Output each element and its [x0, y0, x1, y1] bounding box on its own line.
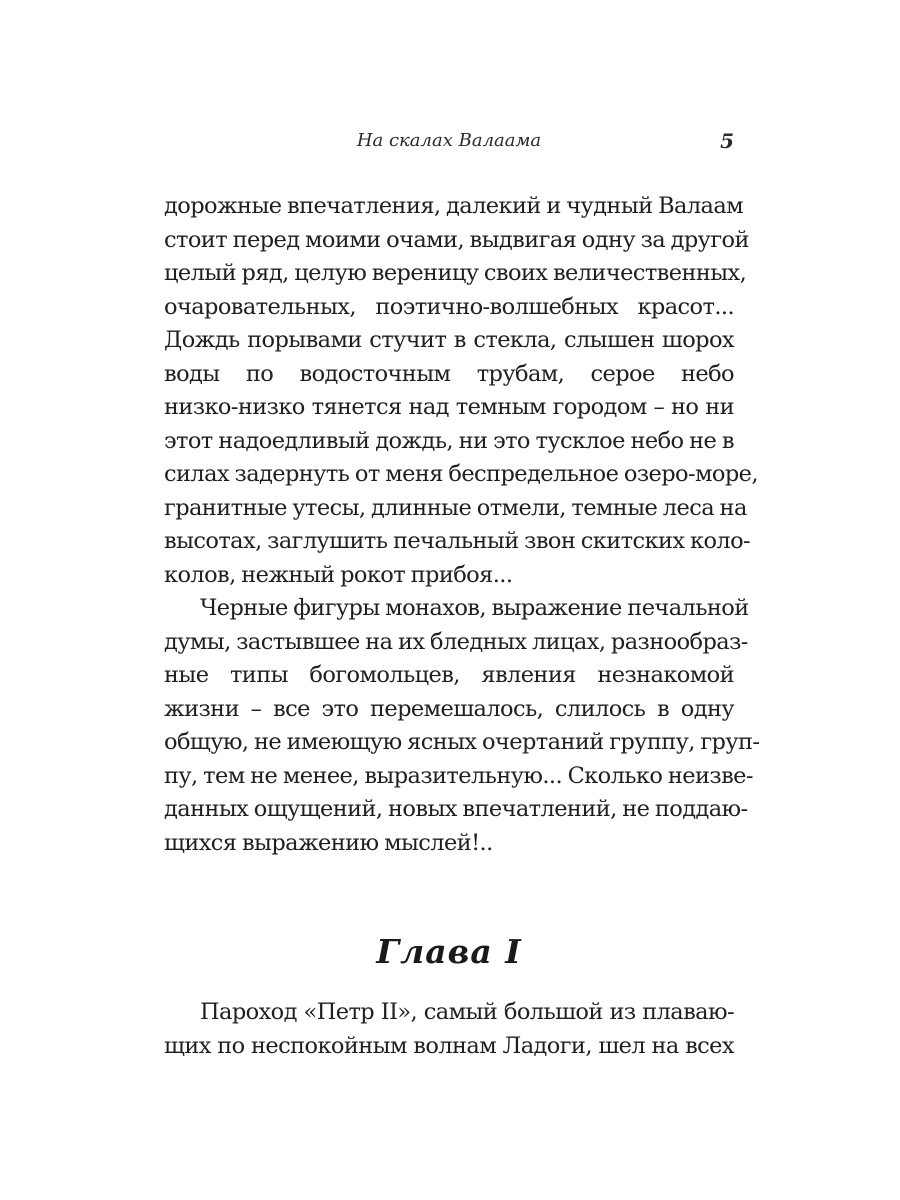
running-title: На скалах Валаама	[356, 130, 542, 151]
text-line: данных ощущений, новых впечатлений, не поддаю-	[164, 796, 748, 822]
text-line: дорожные впечатления, далекий и чудный Валаам	[164, 193, 744, 219]
text-line: воды по водосточным трубам, серое небо	[164, 360, 734, 387]
text-line: думы, застывшее на их бледных лицах, разнообраз-	[164, 628, 748, 655]
text-line: Черные фигуры монахов, выражение печальной	[200, 595, 749, 621]
body-text	[164, 190, 760, 860]
chapter-heading: Глава I	[376, 932, 522, 971]
text-line: колов, нежный рокот прибоя...	[164, 561, 513, 588]
text-line: жизни – все это перемешалось, слилось в одну	[164, 695, 734, 722]
text-line: ные типы богомольцев, явления незнакомой	[164, 662, 734, 688]
text-line: очаровательных, поэтично-волшебных красот...	[164, 293, 734, 320]
text-line: щих по неспокойным волнам Ладоги, шел на всех	[164, 1032, 734, 1059]
running-header	[164, 126, 734, 156]
page-number: 5	[720, 129, 734, 153]
text-line: этот надоедливый дождь, ни это тусклое небо не в	[164, 427, 734, 454]
text-line: стоит перед моими очами, выдвигая одну за другой	[164, 226, 749, 253]
text-line: Пароход «Петр II», самый большой из плаваю-	[200, 999, 734, 1025]
text-line: высотах, заглушить печальный звон скитских коло-	[164, 528, 751, 554]
text-line: целый ряд, целую вереницу своих величественных,	[164, 260, 747, 286]
text-line: силах задернуть от меня беспредельное озеро-море,	[164, 461, 758, 487]
text-line: пу, тем не менее, выразительную... Сколько неизве-	[164, 762, 753, 789]
text-line: щихся выражению мыслей!..	[164, 829, 493, 856]
text-line: гранитные утесы, длинные отмели, темные леса на	[164, 494, 747, 521]
chapter-body-text	[164, 996, 734, 1063]
text-line: общую, не имеющую ясных очертаний группу, груп-	[164, 729, 760, 755]
text-line: Дождь порывами стучит в стекла, слышен шорох	[164, 327, 734, 353]
text-line: низко-низко тянется над темным городом – но ни	[164, 394, 734, 420]
